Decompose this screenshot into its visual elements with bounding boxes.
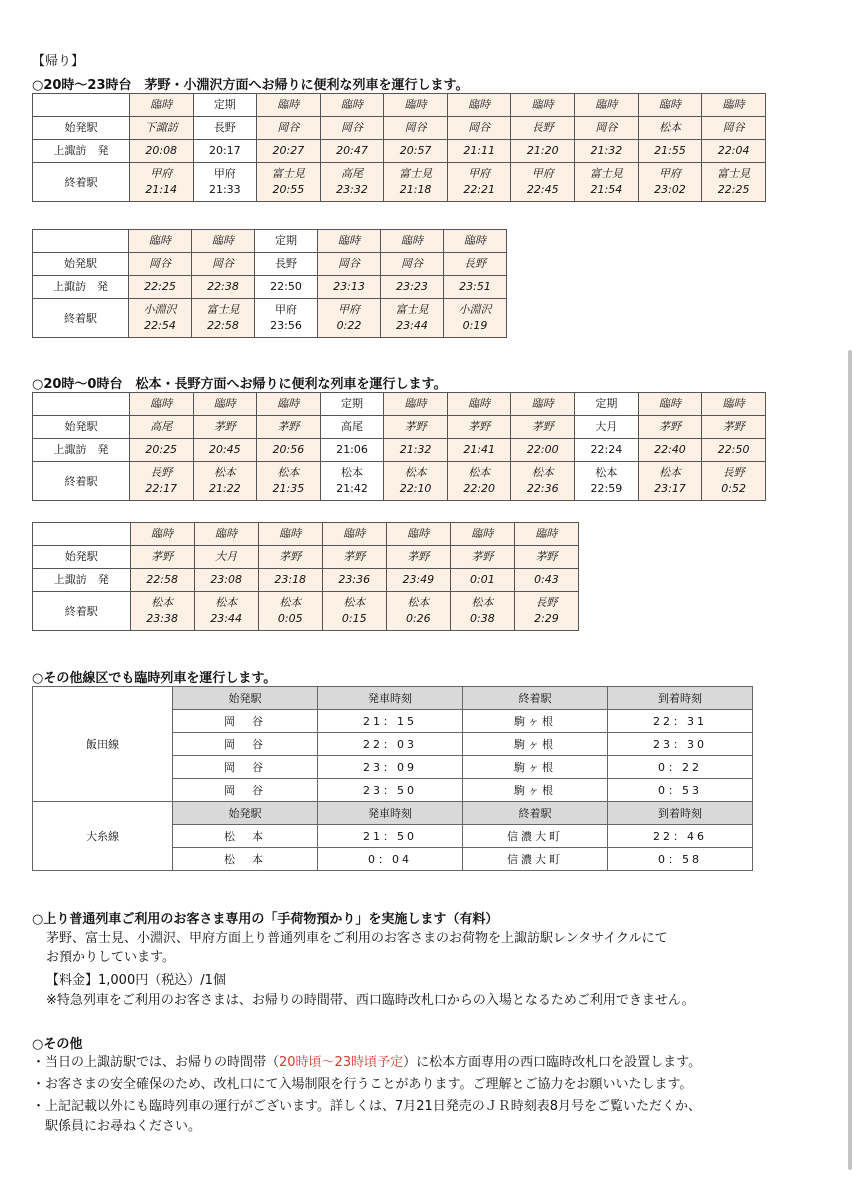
destination-cell	[447, 163, 511, 202]
timetable-kofu-2	[32, 229, 507, 338]
destination-station: 松本	[277, 466, 300, 479]
destination-station: 松本	[658, 466, 681, 479]
other-lines-cell: 駒ヶ根	[463, 779, 608, 802]
destination-station: 富士見	[395, 303, 429, 316]
train-type-cell: 臨時	[192, 230, 255, 253]
destination-station: 小淵沢	[458, 303, 492, 316]
departure-time-cell: 21:32	[384, 439, 448, 462]
departure-time-cell: 22:50	[255, 276, 318, 299]
departure-time-cell: 21:32	[575, 140, 639, 163]
train-type-cell: 臨時	[129, 230, 192, 253]
train-type-cell: 臨時	[384, 393, 448, 416]
misc-item-entry-limit: ・お客さまの安全確保のため、改札口にて入場制限を行うことがあります。ご理解とご協力をお願いいたします。	[32, 1077, 693, 1092]
misc-item-timetable-ref: ・上記記載以外にも臨時列車の運行がございます。詳しくは、7月21日発売のＪＲ時刻表8月号をご覧いただくか、	[32, 1099, 702, 1114]
destination-station: 松本	[407, 596, 430, 609]
train-type-cell: 臨時	[318, 230, 381, 253]
destination-cell	[638, 163, 702, 202]
destination-station: 松本	[341, 466, 363, 479]
arrival-time: 23:44	[396, 319, 428, 332]
arrival-time: 0:52	[721, 482, 746, 495]
row-label-blank	[33, 393, 130, 416]
arrival-time: 0:38	[470, 612, 495, 625]
destination-station: 甲府	[275, 303, 297, 316]
misc-item-west-gate	[32, 1054, 701, 1072]
train-type-cell: 臨時	[322, 523, 386, 546]
row-origin	[33, 546, 579, 569]
destination-station: 長野	[150, 466, 173, 479]
other-lines-cell: 21：15	[318, 710, 463, 733]
destination-station: 富士見	[271, 167, 305, 180]
destination-station: 甲府	[531, 167, 554, 180]
destination-cell	[511, 462, 575, 501]
departure-time-cell: 22:50	[702, 439, 766, 462]
baggage-text-1: 茅野、富士見、小淵沢、甲府方面上り普通列車をご利用のお客さまのお荷物を上諏訪駅レンタサイクルにて	[46, 931, 668, 946]
arrival-time: 0:05	[277, 612, 303, 625]
row-origin	[33, 253, 507, 276]
arrival-time: 22:45	[526, 183, 559, 196]
departure-time-cell: 20:08	[129, 140, 193, 163]
departure-time-cell: 22:24	[575, 439, 639, 462]
origin-station-cell: 茅野	[258, 546, 322, 569]
train-type-cell: 臨時	[129, 393, 193, 416]
row-origin	[33, 117, 766, 140]
destination-station: 松本	[213, 466, 236, 479]
destination-station: 高尾	[341, 167, 363, 180]
row-train-type	[33, 94, 766, 117]
train-type-cell: 定期	[575, 393, 639, 416]
baggage-note: ※特急列車をご利用のお客さまは、お帰りの時間帯、西口臨時改札口からの入場となるためご利用できません。	[46, 993, 695, 1008]
section-title-baggage: ○上り普通列車ご利用のお客さま専用の「手荷物預かり」を実施します（有料）	[32, 912, 499, 927]
origin-station-cell: 茅野	[193, 416, 257, 439]
destination-station: 富士見	[717, 167, 751, 180]
destination-station: 松本	[404, 466, 427, 479]
other-lines-cell: 22：31	[608, 710, 753, 733]
row-label-depart: 上諏訪 発	[33, 140, 130, 163]
train-type-cell: 臨時	[257, 393, 321, 416]
misc-item-west-gate-time: 20時頃～23時頃予定	[279, 1055, 404, 1070]
train-type-cell: 臨時	[130, 523, 194, 546]
origin-station-cell: 下諏訪	[129, 117, 193, 140]
other-lines-cell: 23：50	[318, 779, 463, 802]
destination-station: 富士見	[399, 167, 433, 180]
train-type-cell: 臨時	[447, 94, 511, 117]
other-lines-cell: 岡 谷	[173, 756, 318, 779]
departure-time-cell: 23:08	[194, 569, 258, 592]
departure-time-cell: 20:45	[193, 439, 257, 462]
destination-cell	[575, 163, 639, 202]
misc-item-timetable-ref-cont: 駅係員にお尋ねください。	[32, 1119, 202, 1134]
line-name-cell: 飯田線	[33, 687, 173, 802]
row-label-depart: 上諏訪 発	[33, 569, 131, 592]
arrival-time: 22:10	[399, 482, 432, 495]
arrival-time: 22:17	[145, 482, 178, 495]
departure-time-cell: 21:55	[638, 140, 702, 163]
destination-station: 甲府	[150, 167, 173, 180]
departure-time-cell: 21:11	[447, 140, 511, 163]
origin-station-cell: 岡谷	[381, 253, 444, 276]
destination-station: 松本	[531, 466, 554, 479]
destination-cell	[702, 163, 766, 202]
arrival-time: 22:54	[144, 319, 176, 332]
arrival-time: 23:32	[336, 183, 368, 196]
other-lines-cell: 0：04	[318, 848, 463, 871]
other-lines-cell: 岡 谷	[173, 710, 318, 733]
train-type-cell: 臨時	[384, 94, 448, 117]
section-title-kofu-direction: ○20時～23時台 茅野・小淵沢方面へお帰りに便利な列車を運行します。	[32, 78, 469, 93]
row-destination	[33, 163, 766, 202]
destination-station: 松本	[595, 466, 618, 479]
departure-time-cell: 0:01	[450, 569, 514, 592]
other-lines-header-row	[33, 802, 753, 825]
other-lines-cell: 23：09	[318, 756, 463, 779]
destination-cell	[129, 299, 192, 338]
destination-station: 富士見	[206, 303, 240, 316]
departure-time-cell: 22:04	[702, 140, 766, 163]
timetable-kofu-1	[32, 93, 766, 202]
other-lines-cell: 0：53	[608, 779, 753, 802]
other-lines-cell: 岡 谷	[173, 733, 318, 756]
other-lines-cell: 0：22	[608, 756, 753, 779]
row-label-destination: 終着駅	[33, 592, 131, 631]
origin-station-cell: 大月	[575, 416, 639, 439]
destination-cell	[322, 592, 386, 631]
arrival-time: 21:22	[208, 482, 241, 495]
row-label-destination: 終着駅	[33, 462, 130, 501]
arrival-time: 21:42	[336, 482, 368, 495]
destination-cell	[257, 462, 321, 501]
arrival-time: 23:38	[146, 612, 178, 625]
destination-station: 長野	[722, 466, 745, 479]
destination-station: 甲府	[213, 167, 236, 180]
departure-time-cell: 22:40	[638, 439, 702, 462]
section-title-misc: ○その他	[32, 1037, 83, 1052]
destination-cell	[575, 462, 639, 501]
section-title-other-lines: ○その他線区でも臨時列車を運行します。	[32, 671, 277, 686]
train-type-cell: 定期	[193, 94, 257, 117]
destination-cell	[384, 462, 448, 501]
arrival-time: 20:55	[272, 183, 305, 196]
arrival-time: 23:17	[654, 482, 686, 495]
other-lines-header-cell: 発車時刻	[318, 687, 463, 710]
destination-station: 富士見	[589, 167, 623, 180]
train-type-cell: 臨時	[511, 393, 575, 416]
destination-cell	[192, 299, 255, 338]
destination-cell	[257, 163, 321, 202]
arrival-time: 22:36	[526, 482, 559, 495]
origin-station-cell: 長野	[255, 253, 318, 276]
departure-time-cell: 22:25	[129, 276, 192, 299]
origin-station-cell: 高尾	[320, 416, 384, 439]
destination-station: 松本	[279, 596, 302, 609]
other-lines-header-cell: 到着時刻	[608, 802, 753, 825]
line-name-cell: 大糸線	[33, 802, 173, 871]
other-lines-cell: 23：30	[608, 733, 753, 756]
arrival-time: 23:02	[654, 183, 686, 196]
origin-station-cell: 茅野	[450, 546, 514, 569]
destination-cell	[381, 299, 444, 338]
row-label-blank	[33, 523, 131, 546]
row-label-origin: 始発駅	[33, 253, 129, 276]
destination-cell	[255, 299, 318, 338]
misc-item-west-gate-pre: ・当日の上諏訪駅では、お帰りの時間帯（	[32, 1055, 280, 1070]
other-lines-cell: 駒ヶ根	[463, 733, 608, 756]
origin-station-cell: 茅野	[130, 546, 194, 569]
destination-station: 長野	[535, 596, 558, 609]
destination-cell	[129, 462, 193, 501]
vertical-scrollbar[interactable]	[848, 350, 852, 1170]
misc-item-west-gate-post: ）に松本方面専用の西口臨時改札口を設置します。	[403, 1055, 702, 1070]
destination-station: 甲府	[468, 167, 491, 180]
train-type-cell: 臨時	[702, 94, 766, 117]
other-lines-header-cell: 到着時刻	[608, 687, 753, 710]
destination-station: 松本	[343, 596, 366, 609]
departure-time-cell: 21:41	[447, 439, 511, 462]
origin-station-cell: 茅野	[257, 416, 321, 439]
arrival-time: 0:22	[336, 319, 362, 332]
arrival-time: 21:18	[399, 183, 432, 196]
arrival-time: 23:44	[210, 612, 243, 625]
other-lines-header-cell: 始発駅	[173, 687, 318, 710]
origin-station-cell: 茅野	[386, 546, 450, 569]
timetable-matsumoto-2	[32, 522, 579, 631]
destination-cell	[320, 163, 384, 202]
destination-station: 甲府	[338, 303, 360, 316]
arrival-time: 22:20	[463, 482, 496, 495]
departure-time-cell: 22:58	[130, 569, 194, 592]
destination-cell	[320, 462, 384, 501]
baggage-text-2: お預かりしています。	[46, 950, 175, 965]
destination-cell	[193, 462, 257, 501]
departure-time-cell: 23:36	[322, 569, 386, 592]
arrival-time: 21:54	[590, 183, 623, 196]
destination-cell	[384, 163, 448, 202]
departure-time-cell: 20:56	[257, 439, 321, 462]
origin-station-cell: 岡谷	[129, 253, 192, 276]
arrival-time: 21:14	[145, 183, 178, 196]
row-label-destination: 終着駅	[33, 299, 129, 338]
row-depart	[33, 276, 507, 299]
other-lines-cell: 信濃大町	[463, 825, 608, 848]
train-type-cell: 臨時	[194, 523, 258, 546]
origin-station-cell: 長野	[193, 117, 257, 140]
row-label-blank	[33, 230, 129, 253]
destination-cell	[129, 163, 193, 202]
train-type-cell: 臨時	[638, 94, 702, 117]
other-lines-cell: 22：46	[608, 825, 753, 848]
departure-time-cell: 22:38	[192, 276, 255, 299]
destination-cell	[514, 592, 578, 631]
timetable-matsumoto-1	[32, 392, 766, 501]
origin-station-cell: 岡谷	[318, 253, 381, 276]
departure-time-cell: 21:20	[511, 140, 575, 163]
row-train-type	[33, 393, 766, 416]
origin-station-cell: 岡谷	[447, 117, 511, 140]
other-lines-cell: 21：50	[318, 825, 463, 848]
destination-cell	[447, 462, 511, 501]
other-lines-cell: 信濃大町	[463, 848, 608, 871]
destination-station: 松本	[468, 466, 491, 479]
other-lines-cell: 松 本	[173, 825, 318, 848]
row-label-depart: 上諏訪 発	[33, 439, 130, 462]
train-type-cell: 臨時	[702, 393, 766, 416]
destination-cell	[386, 592, 450, 631]
departure-time-cell: 23:49	[386, 569, 450, 592]
origin-station-cell: 茅野	[511, 416, 575, 439]
departure-time-cell: 0:43	[514, 569, 578, 592]
train-type-cell: 臨時	[257, 94, 321, 117]
destination-cell	[702, 462, 766, 501]
return-heading: 【帰り】	[32, 54, 85, 69]
other-lines-cell: 駒ヶ根	[463, 710, 608, 733]
origin-station-cell: 岡谷	[575, 117, 639, 140]
row-destination	[33, 592, 579, 631]
row-train-type	[33, 523, 579, 546]
destination-cell	[318, 299, 381, 338]
other-lines-header-cell: 始発駅	[173, 802, 318, 825]
departure-time-cell: 21:06	[320, 439, 384, 462]
other-lines-cell: 22：03	[318, 733, 463, 756]
other-lines-header-cell: 終着駅	[463, 687, 608, 710]
origin-station-cell: 茅野	[322, 546, 386, 569]
origin-station-cell: 長野	[511, 117, 575, 140]
row-origin	[33, 416, 766, 439]
train-type-cell: 定期	[320, 393, 384, 416]
departure-time-cell: 20:25	[129, 439, 193, 462]
origin-station-cell: 岡谷	[384, 117, 448, 140]
destination-cell	[130, 592, 194, 631]
row-train-type	[33, 230, 507, 253]
row-label-blank	[33, 94, 130, 117]
train-type-cell: 臨時	[511, 94, 575, 117]
arrival-time: 0:19	[462, 319, 488, 332]
origin-station-cell: 長野	[444, 253, 507, 276]
destination-station: 松本	[471, 596, 494, 609]
departure-time-cell: 20:47	[320, 140, 384, 163]
departure-time-cell: 23:13	[318, 276, 381, 299]
baggage-fee: 【料金】1,000円（税込）/1個	[46, 973, 226, 988]
destination-cell	[258, 592, 322, 631]
departure-time-cell: 23:23	[381, 276, 444, 299]
departure-time-cell: 22:00	[511, 439, 575, 462]
train-type-cell: 臨時	[386, 523, 450, 546]
destination-station: 松本	[151, 596, 174, 609]
origin-station-cell: 岡谷	[192, 253, 255, 276]
destination-station: 松本	[215, 596, 238, 609]
arrival-time: 2:29	[534, 612, 559, 625]
row-label-destination: 終着駅	[33, 163, 130, 202]
train-type-cell: 臨時	[258, 523, 322, 546]
destination-cell	[450, 592, 514, 631]
train-type-cell: 定期	[255, 230, 318, 253]
train-type-cell: 臨時	[193, 393, 257, 416]
departure-time-cell: 23:51	[444, 276, 507, 299]
row-destination	[33, 299, 507, 338]
origin-station-cell: 高尾	[129, 416, 193, 439]
other-lines-header-cell: 終着駅	[463, 802, 608, 825]
destination-cell	[511, 163, 575, 202]
origin-station-cell: 茅野	[702, 416, 766, 439]
other-lines-header-cell: 発車時刻	[318, 802, 463, 825]
train-type-cell: 臨時	[514, 523, 578, 546]
arrival-time: 0:26	[405, 612, 431, 625]
destination-cell	[444, 299, 507, 338]
arrival-time: 22:59	[590, 482, 623, 495]
other-lines-cell: 松 本	[173, 848, 318, 871]
departure-time-cell: 20:27	[257, 140, 321, 163]
departure-time-cell: 23:18	[258, 569, 322, 592]
row-depart	[33, 569, 579, 592]
arrival-time: 22:25	[717, 183, 750, 196]
arrival-time: 23:56	[270, 319, 302, 332]
train-type-cell: 臨時	[381, 230, 444, 253]
section-title-matsumoto-direction: ○20時～0時台 松本・長野方面へお帰りに便利な列車を運行します。	[32, 377, 447, 392]
destination-station: 甲府	[658, 167, 681, 180]
destination-cell	[193, 163, 257, 202]
other-lines-table	[32, 686, 753, 871]
arrival-time: 21:33	[208, 183, 241, 196]
origin-station-cell: 茅野	[447, 416, 511, 439]
other-lines-cell: 0：58	[608, 848, 753, 871]
row-label-depart: 上諏訪 発	[33, 276, 129, 299]
train-type-cell: 臨時	[450, 523, 514, 546]
origin-station-cell: 茅野	[384, 416, 448, 439]
train-type-cell: 臨時	[129, 94, 193, 117]
origin-station-cell: 岡谷	[702, 117, 766, 140]
origin-station-cell: 大月	[194, 546, 258, 569]
other-lines-cell: 岡 谷	[173, 779, 318, 802]
origin-station-cell: 松本	[638, 117, 702, 140]
row-label-origin: 始発駅	[33, 416, 130, 439]
other-lines-cell: 駒ヶ根	[463, 756, 608, 779]
row-destination	[33, 462, 766, 501]
arrival-time: 0:15	[341, 612, 367, 625]
origin-station-cell: 茅野	[514, 546, 578, 569]
row-label-origin: 始発駅	[33, 117, 130, 140]
departure-time-cell: 20:57	[384, 140, 448, 163]
departure-time-cell: 20:17	[193, 140, 257, 163]
destination-cell	[194, 592, 258, 631]
origin-station-cell: 岡谷	[320, 117, 384, 140]
origin-station-cell: 岡谷	[257, 117, 321, 140]
train-type-cell: 臨時	[575, 94, 639, 117]
train-type-cell: 臨時	[320, 94, 384, 117]
row-depart	[33, 439, 766, 462]
train-type-cell: 臨時	[638, 393, 702, 416]
train-type-cell: 臨時	[444, 230, 507, 253]
arrival-time: 21:35	[272, 482, 305, 495]
destination-station: 小淵沢	[143, 303, 177, 316]
other-lines-header-row	[33, 687, 753, 710]
train-type-cell: 臨時	[447, 393, 511, 416]
row-label-origin: 始発駅	[33, 546, 131, 569]
destination-cell	[638, 462, 702, 501]
origin-station-cell: 茅野	[638, 416, 702, 439]
row-depart	[33, 140, 766, 163]
arrival-time: 22:58	[207, 319, 239, 332]
arrival-time: 22:21	[463, 183, 496, 196]
